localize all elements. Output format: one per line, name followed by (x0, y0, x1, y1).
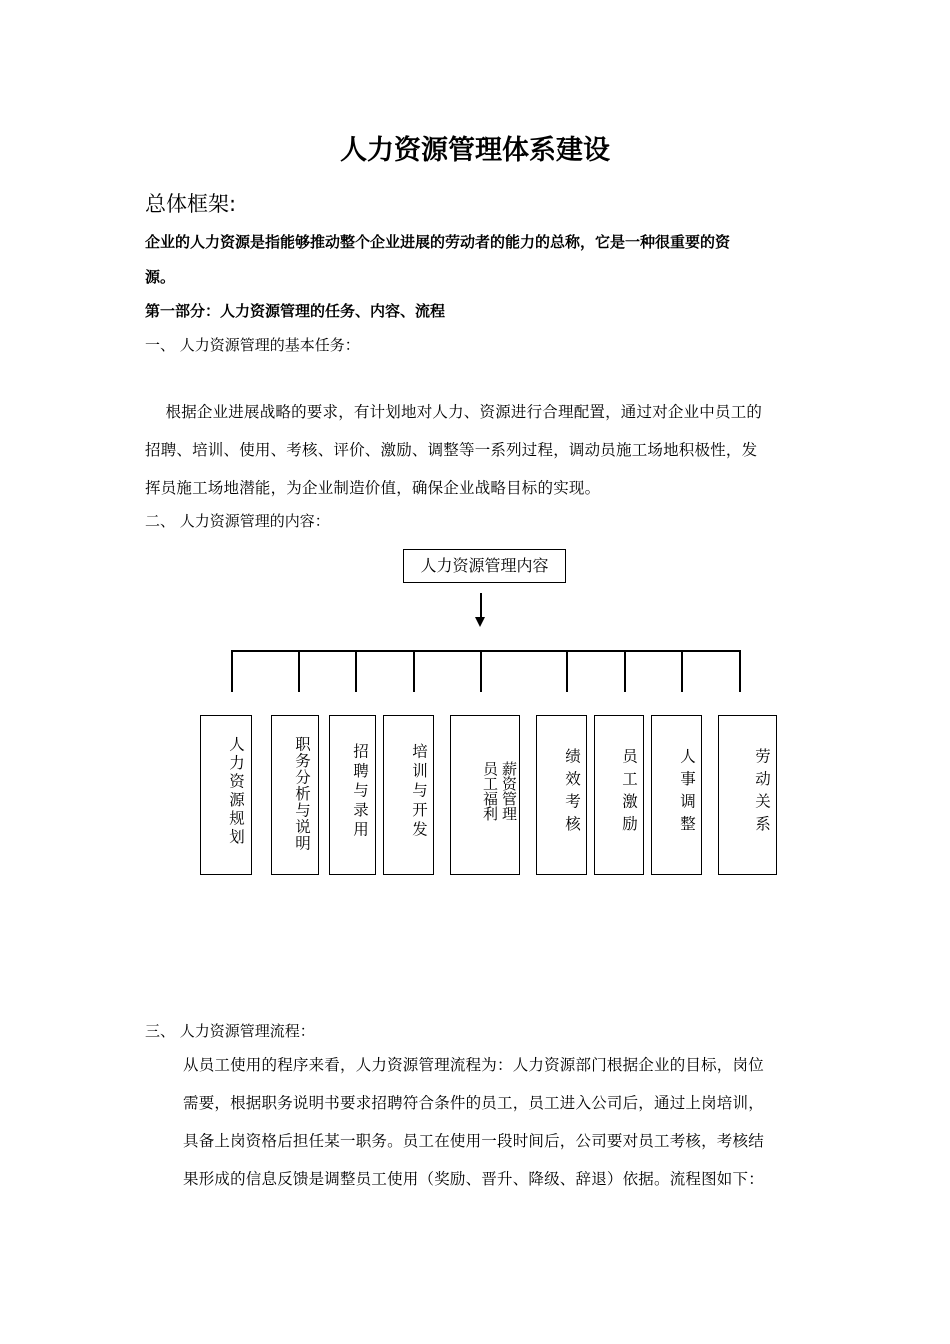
diagram-branch-drop (355, 650, 357, 692)
diagram-box-labor-relations (718, 715, 777, 875)
diagram-branch-drop (566, 650, 568, 692)
diagram-box-label: 劳动关系 (753, 748, 771, 838)
part1-heading: 第一部分：人力资源管理的任务、内容、流程 (145, 302, 446, 320)
section3-paragraph-line-4: 果形成的信息反馈是调整员工使用（奖励、晋升、降级、辞退）依据。流程图如下： (183, 1170, 764, 1188)
intro-line-2: 源。 (145, 268, 176, 286)
section3-paragraph-line-1: 从员工使用的程序来看，人力资源管理流程为：人力资源部门根据企业的目标，岗位 (183, 1056, 764, 1074)
diagram-box-label: 绩效考核 (563, 748, 581, 838)
diagram-branch-drop (298, 650, 300, 692)
diagram-box-label-col1: 薪资管理 (500, 761, 518, 821)
diagram-arrow-head (475, 617, 485, 627)
diagram-root-box: 人力资源管理内容 (403, 549, 566, 583)
diagram-box-label: 培训与开发 (410, 743, 428, 841)
diagram-box-training (383, 715, 434, 875)
diagram-branch-drop (681, 650, 683, 692)
diagram-branch-drop (624, 650, 626, 692)
diagram-box-hr-planning (200, 715, 252, 875)
section2-heading: 二、 人力资源管理的内容： (145, 512, 330, 530)
section3-paragraph-line-2: 需要，根据职务说明书要求招聘符合条件的员工，员工进入公司后，通过上岗培训， (183, 1094, 764, 1112)
diagram-box-label: 职务分析与说明 (293, 736, 311, 852)
diagram-box-label: 人力资源规划 (227, 736, 245, 847)
section3-paragraph-line-3: 具备上岗资格后担任某一职务。员工在使用一段时间后，公司要对员工考核，考核结 (183, 1132, 764, 1150)
diagram-branch-drop (739, 650, 741, 692)
diagram-branch-drop (413, 650, 415, 692)
diagram-box-compensation (450, 715, 520, 875)
diagram-box-label: 招聘与录用 (351, 743, 369, 841)
diagram-branch-drop (231, 650, 233, 692)
section1-paragraph-line-2: 招聘、培训、使用、考核、评价、激励、调整等一系列过程，调动员施工场地积极性，发 (145, 441, 758, 459)
diagram-box-motivation (594, 715, 644, 875)
diagram-box-label: 员工激励 (620, 748, 638, 838)
diagram-branch-drop (480, 650, 482, 692)
diagram-box-label: 人事调整 (678, 748, 696, 838)
intro-line-1: 企业的人力资源是指能够推动整个企业进展的劳动者的能力的总称，它是一种很重要的资 (145, 233, 731, 251)
document-title: 人力资源管理体系建设 (340, 135, 610, 166)
diagram-branch-bar (231, 650, 740, 652)
diagram-box-personnel-adjustment (651, 715, 702, 875)
section1-heading: 一、 人力资源管理的基本任务： (145, 336, 360, 354)
framework-heading: 总体框架: (145, 192, 237, 216)
section1-paragraph-line-1: 根据企业进展战略的要求，有计划地对人力、资源进行合理配置，通过对企业中员工的 (145, 403, 763, 421)
diagram-box-job-analysis (271, 715, 319, 875)
diagram-box-label-col2: 员工福利 (481, 761, 499, 821)
diagram-box-recruitment (329, 715, 376, 875)
section1-paragraph-line-3: 挥员施工场地潜能，为企业制造价值，确保企业战略目标的实现。 (145, 479, 601, 497)
diagram-arrow-shaft (480, 593, 482, 618)
section3-heading: 三、 人力资源管理流程： (145, 1022, 315, 1040)
diagram-box-performance (536, 715, 587, 875)
